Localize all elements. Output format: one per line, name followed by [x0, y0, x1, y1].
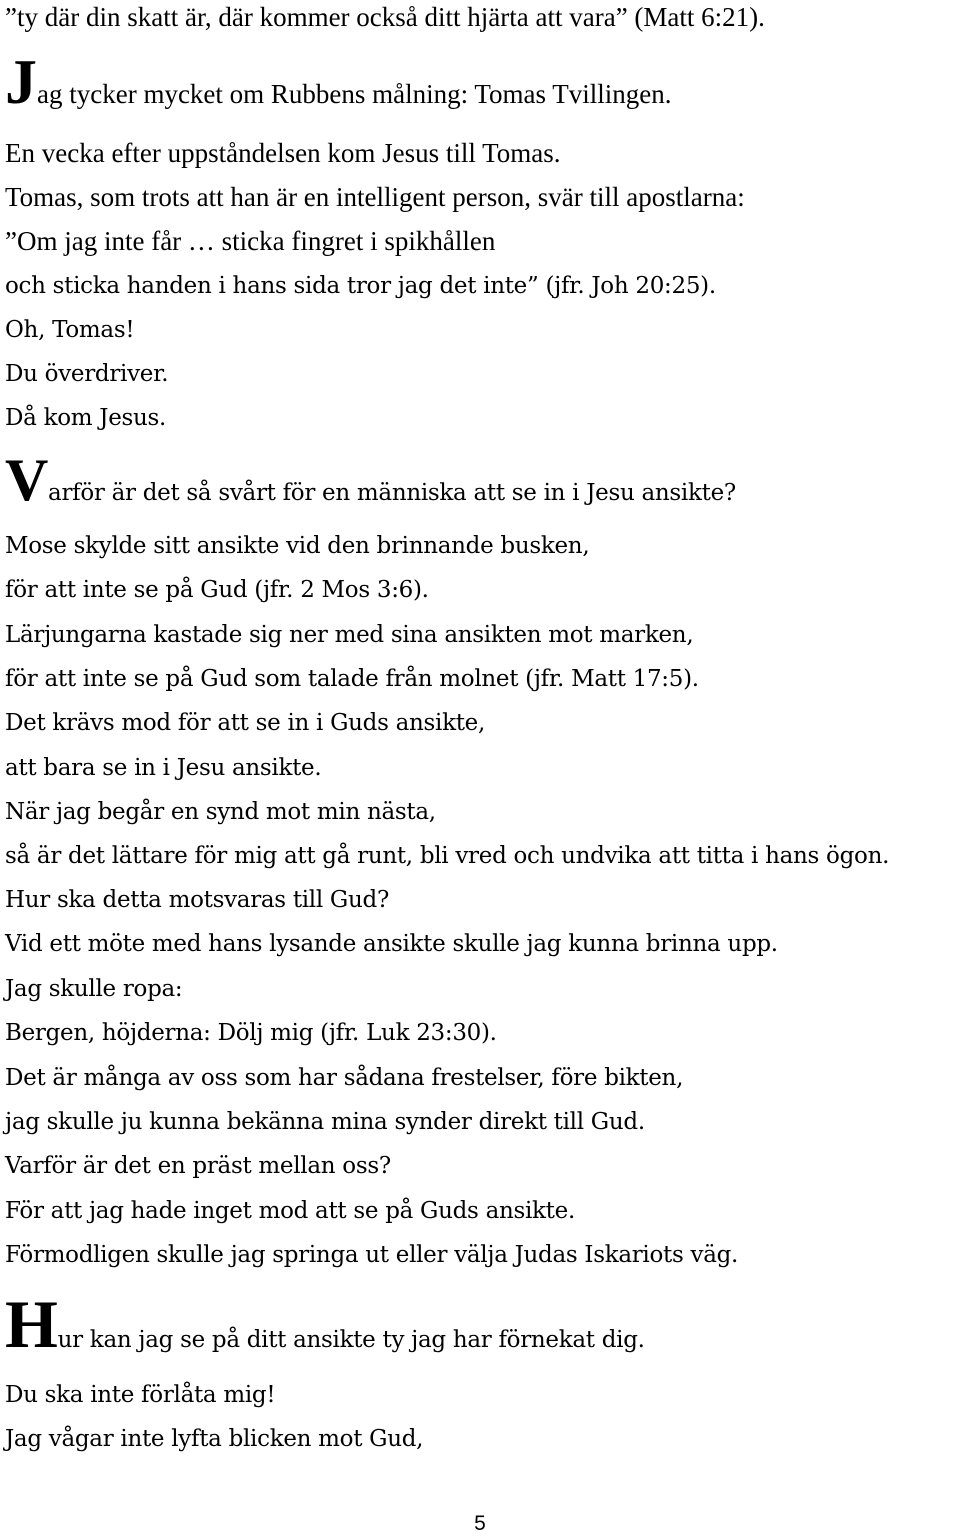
text-line: Det krävs mod för att se in i Guds ansikte,: [5, 710, 486, 736]
drop-cap-h: H: [5, 1286, 58, 1362]
text-line: ur kan jag se på ditt ansikte ty jag har förnekat dig.: [57, 1327, 645, 1353]
text-line: Lärjungarna kastade sig ner med sina ansikten mot marken,: [5, 622, 694, 648]
text-line: Vid ett möte med hans lysande ansikte skulle jag kunna brinna upp.: [5, 931, 778, 957]
text-line: Jag vågar inte lyfta blicken mot Gud,: [5, 1426, 424, 1452]
text-line: att bara se in i Jesu ansikte.: [5, 755, 322, 781]
text-line: Varför är det en präst mellan oss?: [5, 1153, 391, 1179]
text-line: för att inte se på Gud (jfr. 2 Mos 3:6).: [5, 577, 429, 603]
text-line: jag skulle ju kunna bekänna mina synder direkt till Gud.: [5, 1109, 645, 1135]
text-line: Förmodligen skulle jag springa ut eller välja Judas Iskariots väg.: [5, 1242, 739, 1268]
text-line: ”Om jag inte får … sticka fingret i spikhållen: [5, 226, 496, 256]
paragraph-rubens: [5, 46, 672, 117]
text-line: Bergen, höjderna: Dölj mig (jfr. Luk 23:30).: [5, 1020, 497, 1046]
text-line: Oh, Tomas!: [5, 317, 135, 343]
text-line: så är det lättare för mig att gå runt, bli vred och undvika att titta i hans ögon.: [5, 843, 890, 869]
text-line: Jag skulle ropa:: [5, 976, 183, 1002]
text-line: för att inte se på Gud som talade från molnet (jfr. Matt 17:5).: [5, 666, 699, 692]
text-line: arför är det så svårt för en människa att se in i Jesu ansikte?: [48, 480, 736, 506]
text-line: Mose skylde sitt ansikte vid den brinnande busken,: [5, 533, 590, 559]
text-line: Det är många av oss som har sådana frestelser, före bikten,: [5, 1065, 684, 1091]
text-line: En vecka efter uppståndelsen kom Jesus till Tomas.: [5, 138, 561, 168]
paragraph-varfor: [5, 447, 736, 513]
text-line: Då kom Jesus.: [5, 405, 167, 431]
paragraph-hur: [5, 1286, 645, 1362]
text-line: För att jag hade inget mod att se på Guds ansikte.: [5, 1198, 575, 1224]
drop-cap-j: J: [5, 46, 37, 117]
page-number: 5: [474, 1512, 486, 1535]
drop-cap-v: V: [5, 447, 49, 513]
text-line-quote: ”ty där din skatt är, där kommer också ditt hjärta att vara” (Matt 6:21).: [5, 2, 765, 32]
text-line: Tomas, som trots att han är en intelligent person, svär till apostlarna:: [5, 182, 745, 212]
text-line: Du ska inte förlåta mig!: [5, 1382, 276, 1408]
text-line: När jag begår en synd mot min nästa,: [5, 799, 436, 825]
text-line: Hur ska detta motsvaras till Gud?: [5, 887, 389, 913]
text-line: ag tycker mycket om Rubbens målning: Tomas Tvillingen.: [37, 79, 672, 109]
text-line: och sticka handen i hans sida tror jag det inte” (jfr. Joh 20:25).: [5, 273, 716, 299]
text-line: Du överdriver.: [5, 361, 169, 387]
